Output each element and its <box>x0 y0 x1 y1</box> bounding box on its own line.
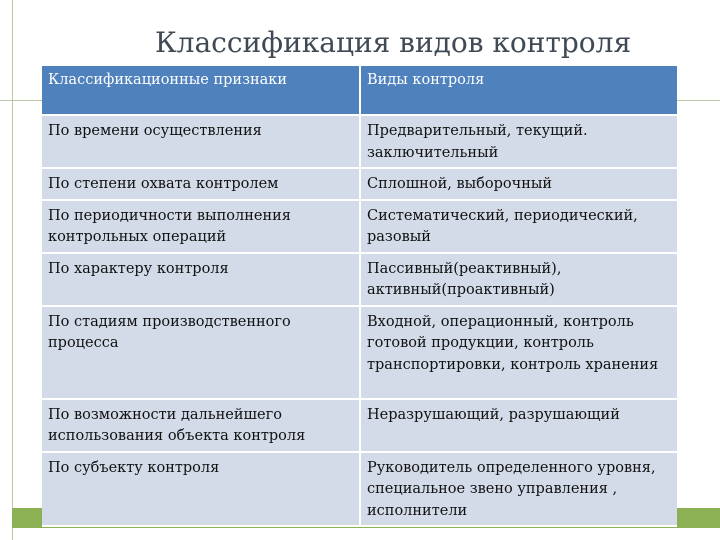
criteria-cell: По периодичности выполнения контрольных операций <box>42 200 360 253</box>
table-row <box>42 452 677 527</box>
criteria-cell: По степени охвата контролем <box>42 168 360 200</box>
header-cell-types: Виды контроля <box>360 66 677 115</box>
criteria-cell: По возможности дальнейшего использования объекта контроля <box>42 399 360 452</box>
types-cell: Систематический, периодический, разовый <box>360 200 677 253</box>
criteria-cell: По времени осуществления <box>42 115 360 168</box>
criteria-cell: По субъекту контроля <box>42 452 360 527</box>
header-cell-criteria: Классификационные признаки <box>42 66 360 115</box>
table-row <box>42 306 677 399</box>
table-row <box>42 168 677 200</box>
criteria-cell: По характеру контроля <box>42 253 360 306</box>
types-cell: Предварительный, текущий. заключительный <box>360 115 677 168</box>
slide-title: Классификация видов контроля <box>155 26 632 59</box>
table-row <box>42 200 677 253</box>
types-cell: Сплошной, выборочный <box>360 168 677 200</box>
table-row <box>42 399 677 452</box>
types-cell: Пассивный(реактивный), активный(проактивный) <box>360 253 677 306</box>
classification-table <box>42 66 677 527</box>
types-cell: Неразрушающий, разрушающий <box>360 399 677 452</box>
types-cell: Руководитель определенного уровня, специальное звено управления , исполнители <box>360 452 677 527</box>
table-row <box>42 253 677 306</box>
table-header-row <box>42 66 677 115</box>
table-row <box>42 115 677 168</box>
criteria-cell: По стадиям производственного процесса <box>42 306 360 399</box>
frame-left-line <box>12 0 13 540</box>
types-cell: Входной, операционный, контроль готовой продукции, контроль транспортировки, контроль хранения <box>360 306 677 399</box>
